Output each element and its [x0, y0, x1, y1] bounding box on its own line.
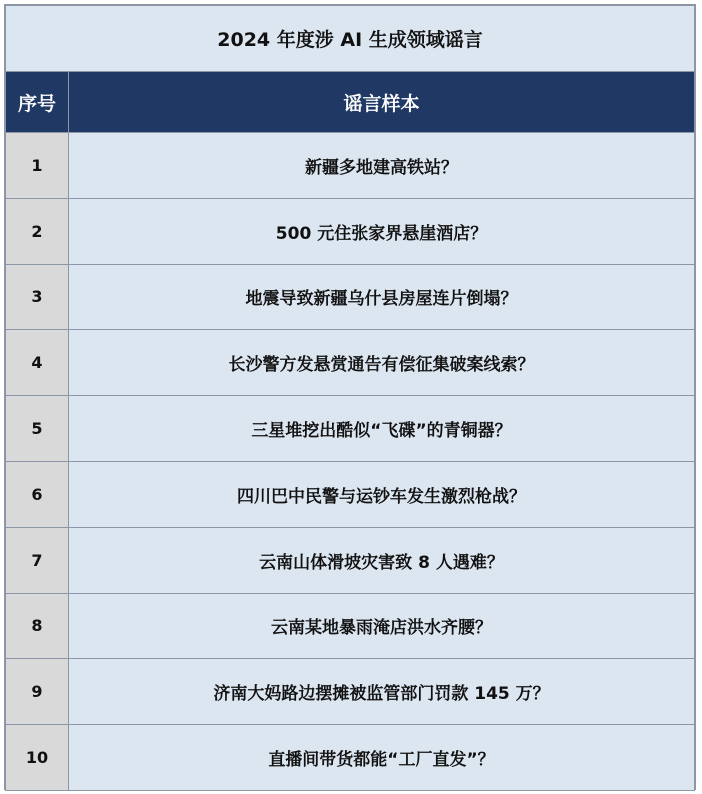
row-index: 10 — [6, 725, 69, 791]
rumor-text: 直播间带货都能“工厂直发”？ — [69, 725, 695, 791]
rumor-text: 四川巴中民警与运钞车发生激烈枪战？ — [69, 461, 695, 527]
table-row — [6, 461, 695, 527]
table-title: 2024 年度涉 AI 生成领域谣言 — [6, 6, 695, 72]
rumor-text: 济南大妈路边摆摊被监管部门罚款 145 万？ — [69, 659, 695, 725]
header-row — [6, 72, 695, 133]
rumor-text: 新疆多地建高铁站？ — [69, 133, 695, 199]
table-row — [6, 330, 695, 396]
rumor-table-container — [4, 4, 696, 790]
table-row — [6, 527, 695, 593]
table-row — [6, 264, 695, 330]
rumor-table — [5, 5, 695, 791]
row-index: 9 — [6, 659, 69, 725]
table-row — [6, 133, 695, 199]
rumor-text: 云南山体滑坡灾害致 8 人遇难？ — [69, 527, 695, 593]
table-row — [6, 198, 695, 264]
header-index: 序号 — [6, 72, 69, 133]
table-row — [6, 396, 695, 462]
rumor-text: 长沙警方发悬赏通告有偿征集破案线索？ — [69, 330, 695, 396]
row-index: 8 — [6, 593, 69, 659]
rumor-text: 云南某地暴雨淹店洪水齐腰？ — [69, 593, 695, 659]
row-index: 6 — [6, 461, 69, 527]
row-index: 2 — [6, 198, 69, 264]
row-index: 1 — [6, 133, 69, 199]
title-row — [6, 6, 695, 72]
row-index: 4 — [6, 330, 69, 396]
row-index: 3 — [6, 264, 69, 330]
table-row — [6, 593, 695, 659]
header-sample: 谣言样本 — [69, 72, 695, 133]
row-index: 5 — [6, 396, 69, 462]
rumor-text: 500 元住张家界悬崖酒店？ — [69, 198, 695, 264]
row-index: 7 — [6, 527, 69, 593]
table-row — [6, 659, 695, 725]
rumor-text: 地震导致新疆乌什县房屋连片倒塌？ — [69, 264, 695, 330]
table-row — [6, 725, 695, 791]
rumor-text: 三星堆挖出酷似“飞碟”的青铜器？ — [69, 396, 695, 462]
